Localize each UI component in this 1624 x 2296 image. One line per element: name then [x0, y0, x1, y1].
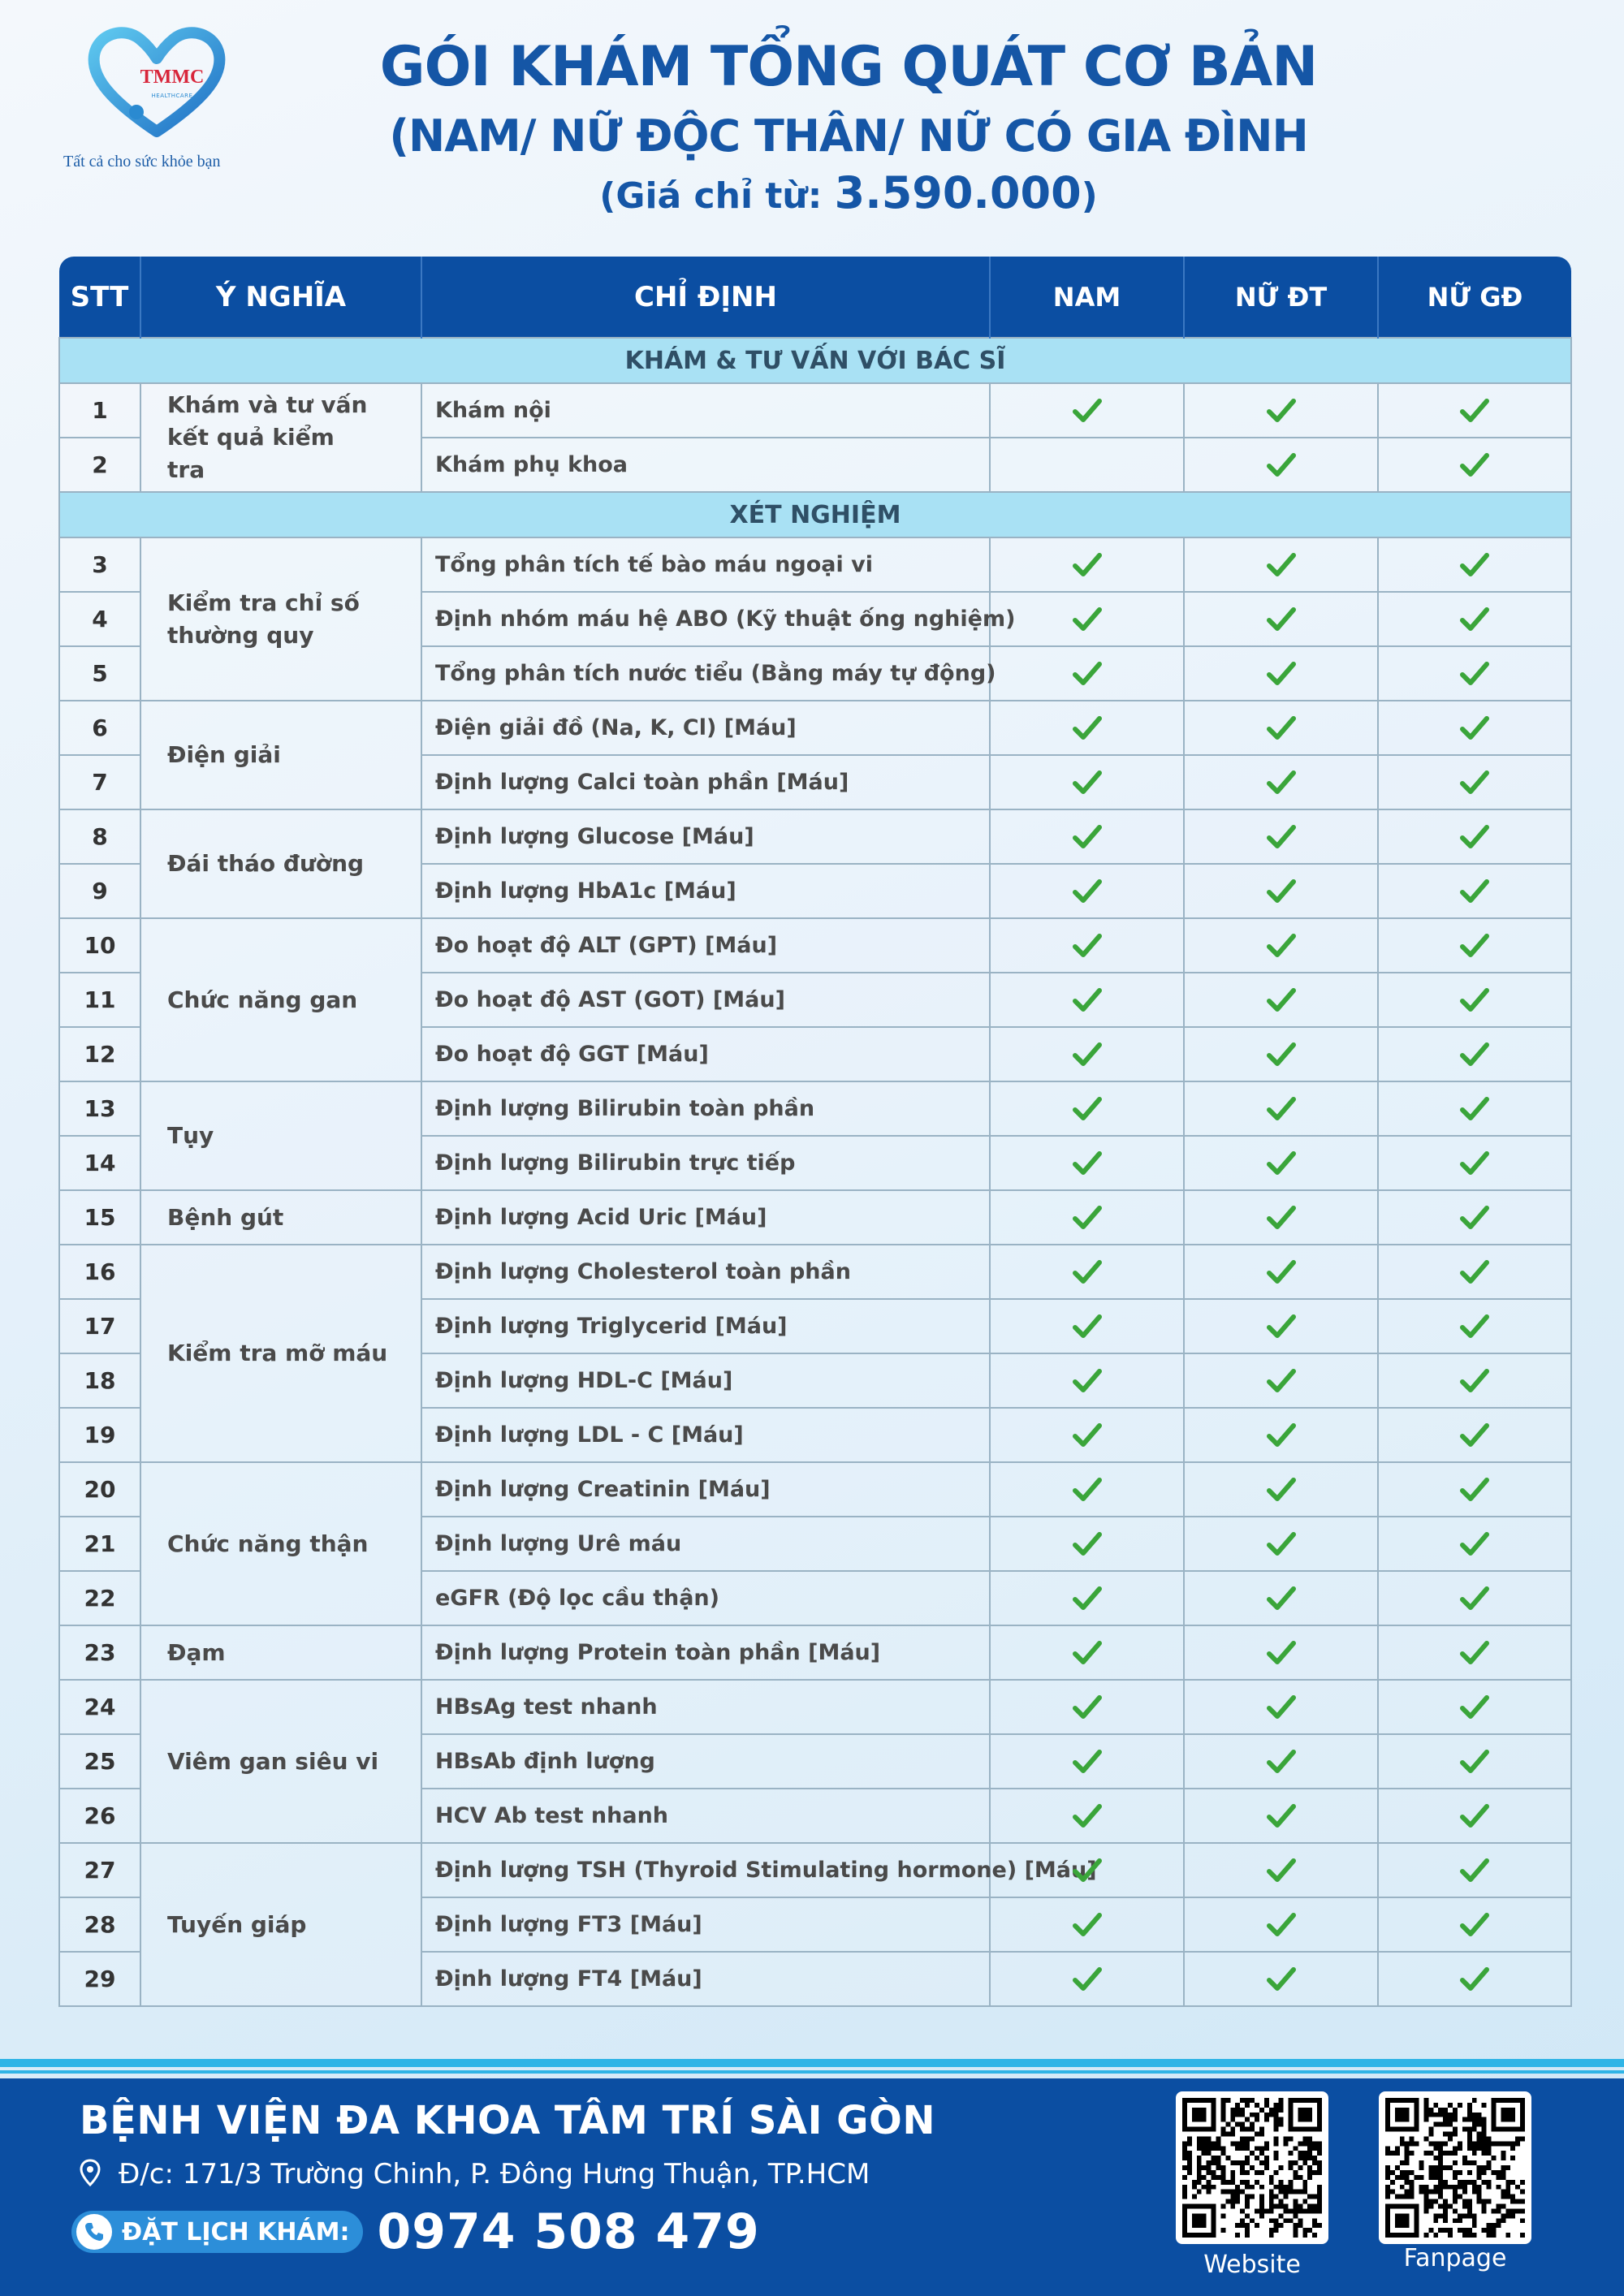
check-icon: [1460, 1531, 1489, 1557]
check-cell-nugd: [1378, 383, 1571, 438]
check-icon: [1073, 878, 1102, 904]
group-name: Chức năng gan: [140, 918, 421, 1081]
check-icon: [1073, 398, 1102, 424]
check-icon: [1073, 1096, 1102, 1122]
indication: Định lượng Cholesterol toàn phần: [421, 1245, 990, 1299]
check-icon: [1267, 1640, 1296, 1666]
check-cell-nudt: [1184, 383, 1378, 438]
section-row: [59, 338, 1571, 383]
check-icon: [1267, 1803, 1296, 1829]
address-text: Đ/c: 171/3 Trường Chinh, P. Đông Hưng Thuận, TP.HCM: [119, 2158, 870, 2190]
check-cell-nudt: [1184, 1625, 1378, 1680]
booking: [71, 2203, 760, 2260]
check-icon: [1073, 606, 1102, 632]
check-cell-nudt: [1184, 1408, 1378, 1462]
check-icon: [1073, 1749, 1102, 1775]
check-icon: [1267, 715, 1296, 741]
check-cell-nugd: [1378, 1734, 1571, 1789]
check-icon: [1460, 452, 1489, 478]
check-icon: [1073, 1640, 1102, 1666]
check-cell-nugd: [1378, 1462, 1571, 1517]
row-number: 3: [59, 537, 140, 592]
check-icon: [1073, 1694, 1102, 1720]
row-number: 17: [59, 1299, 140, 1353]
check-icon: [1073, 1586, 1102, 1612]
check-cell-nugd: [1378, 1081, 1571, 1136]
table-row: [59, 537, 1571, 592]
check-icon: [1073, 987, 1102, 1013]
header-nu-gd: NỮ GĐ: [1378, 257, 1571, 338]
check-cell-nugd: [1378, 755, 1571, 809]
indication: Định lượng Creatinin [Máu]: [421, 1462, 990, 1517]
table-row: [59, 1245, 1571, 1299]
row-number: 18: [59, 1353, 140, 1408]
indication: Định lượng Acid Uric [Máu]: [421, 1190, 990, 1245]
section-title: XÉT NGHIỆM: [59, 492, 1571, 537]
table-row: [59, 1190, 1571, 1245]
check-cell-nugd: [1378, 592, 1571, 646]
check-icon: [1267, 1477, 1296, 1503]
check-cell-nugd: [1378, 1680, 1571, 1734]
check-icon: [1267, 1531, 1296, 1557]
row-number: 13: [59, 1081, 140, 1136]
header-nam: NAM: [990, 257, 1184, 338]
check-icon: [1267, 552, 1296, 578]
check-cell-nudt: [1184, 592, 1378, 646]
check-cell-nam: [990, 438, 1184, 492]
check-icon: [1073, 552, 1102, 578]
indication: Khám phụ khoa: [421, 438, 990, 492]
check-cell-nam: [990, 1081, 1184, 1136]
check-icon: [1460, 987, 1489, 1013]
phone-icon: [76, 2214, 112, 2250]
check-icon: [1267, 606, 1296, 632]
title-block: [309, 32, 1389, 222]
group-name: Kiểm tra chỉ số thường quy: [140, 537, 421, 701]
check-icon: [1460, 552, 1489, 578]
qr-code-icon: [1385, 2098, 1525, 2238]
check-cell-nam: [990, 755, 1184, 809]
check-icon: [1267, 398, 1296, 424]
check-icon: [1073, 1803, 1102, 1829]
indication: Định nhóm máu hệ ABO (Kỹ thuật ống nghiệm): [421, 592, 990, 646]
row-number: 28: [59, 1897, 140, 1952]
indication: Định lượng HDL-C [Máu]: [421, 1353, 990, 1408]
booking-label: ĐẶT LỊCH KHÁM:: [122, 2217, 350, 2246]
check-icon: [1460, 1803, 1489, 1829]
check-icon: [1267, 1966, 1296, 1992]
row-number: 4: [59, 592, 140, 646]
row-number: 6: [59, 701, 140, 755]
check-cell-nam: [990, 1734, 1184, 1789]
table-row: [59, 809, 1571, 864]
check-icon: [1460, 1912, 1489, 1938]
check-icon: [1073, 1858, 1102, 1884]
row-number: 21: [59, 1517, 140, 1571]
header-stt: STT: [59, 257, 140, 338]
check-icon: [1460, 1858, 1489, 1884]
check-cell-nugd: [1378, 973, 1571, 1027]
check-icon: [1267, 1314, 1296, 1340]
price-prefix: (Giá chỉ từ:: [599, 175, 835, 217]
check-icon: [1460, 398, 1489, 424]
table-row: [59, 1081, 1571, 1136]
location-pin-icon: [80, 2159, 101, 2186]
check-icon: [1460, 1749, 1489, 1775]
check-icon: [1267, 1749, 1296, 1775]
check-icon: [1267, 1368, 1296, 1394]
header-y-nghia: Ý NGHĨA: [140, 257, 421, 338]
row-number: 12: [59, 1027, 140, 1081]
phone-number[interactable]: 0974 508 479: [377, 2203, 760, 2260]
check-icon: [1267, 1096, 1296, 1122]
check-cell-nam: [990, 1245, 1184, 1299]
qr-code-icon: [1182, 2098, 1322, 2238]
indication: Định lượng Bilirubin toàn phần: [421, 1081, 990, 1136]
check-icon: [1073, 1205, 1102, 1231]
check-cell-nam: [990, 1190, 1184, 1245]
qr-code-fanpage[interactable]: [1379, 2091, 1531, 2244]
check-cell-nugd: [1378, 1408, 1571, 1462]
row-number: 10: [59, 918, 140, 973]
table-row: [59, 918, 1571, 973]
check-cell-nudt: [1184, 973, 1378, 1027]
check-cell-nugd: [1378, 1353, 1571, 1408]
check-cell-nugd: [1378, 1299, 1571, 1353]
check-cell-nugd: [1378, 646, 1571, 701]
check-cell-nugd: [1378, 438, 1571, 492]
indication: Điện giải đồ (Na, K, Cl) [Máu]: [421, 701, 990, 755]
row-number: 1: [59, 383, 140, 438]
check-icon: [1267, 987, 1296, 1013]
section-title: KHÁM & TƯ VẤN VỚI BÁC SĨ: [59, 338, 1571, 383]
group-name: Tụy: [140, 1081, 421, 1190]
logo-subtext: HEALTHCARE: [151, 93, 193, 99]
logo-text: TMMC: [140, 67, 205, 88]
qr-fanpage-label: Fanpage: [1403, 2244, 1507, 2272]
check-icon: [1073, 933, 1102, 959]
check-cell-nudt: [1184, 1734, 1378, 1789]
check-cell-nam: [990, 1299, 1184, 1353]
indication: Định lượng Protein toàn phần [Máu]: [421, 1625, 990, 1680]
check-cell-nudt: [1184, 1299, 1378, 1353]
indication: Định lượng LDL - C [Máu]: [421, 1408, 990, 1462]
check-icon: [1073, 1042, 1102, 1068]
price-line: [309, 167, 1389, 222]
group-name: Đái tháo đường: [140, 809, 421, 918]
check-icon: [1460, 1586, 1489, 1612]
row-number: 8: [59, 809, 140, 864]
check-icon: [1073, 1966, 1102, 1992]
table-row: [59, 1625, 1571, 1680]
check-cell-nam: [990, 1680, 1184, 1734]
indication: HBsAb định lượng: [421, 1734, 990, 1789]
table-row: [59, 1843, 1571, 1897]
indication: Định lượng Calci toàn phần [Máu]: [421, 755, 990, 809]
row-number: 27: [59, 1843, 140, 1897]
check-icon: [1073, 1150, 1102, 1176]
check-icon: [1460, 1368, 1489, 1394]
row-number: 16: [59, 1245, 140, 1299]
check-cell-nugd: [1378, 1190, 1571, 1245]
group-name: Chức năng thận: [140, 1462, 421, 1625]
section-row: [59, 492, 1571, 537]
indication: Đo hoạt độ AST (GOT) [Máu]: [421, 973, 990, 1027]
indication: Định lượng FT4 [Máu]: [421, 1952, 990, 2006]
check-icon: [1460, 1259, 1489, 1285]
check-cell-nudt: [1184, 1353, 1378, 1408]
check-cell-nam: [990, 918, 1184, 973]
check-icon: [1460, 1150, 1489, 1176]
indication: Định lượng Glucose [Máu]: [421, 809, 990, 864]
row-number: 23: [59, 1625, 140, 1680]
check-icon: [1267, 770, 1296, 796]
row-number: 25: [59, 1734, 140, 1789]
check-icon: [1267, 1912, 1296, 1938]
table-header-row: [59, 257, 1571, 338]
group-name: Điện giải: [140, 701, 421, 809]
check-cell-nugd: [1378, 1136, 1571, 1190]
page-subtitle: (NAM/ NỮ ĐỘC THÂN/ NỮ CÓ GIA ĐÌNH: [389, 110, 1308, 162]
indication: Định lượng HbA1c [Máu]: [421, 864, 990, 918]
check-cell-nugd: [1378, 701, 1571, 755]
table-row: [59, 1680, 1571, 1734]
price-value: 3.590.000: [834, 167, 1082, 218]
check-cell-nudt: [1184, 1680, 1378, 1734]
check-icon: [1267, 1858, 1296, 1884]
check-icon: [1460, 824, 1489, 850]
check-cell-nam: [990, 1789, 1184, 1843]
check-cell-nam: [990, 973, 1184, 1027]
check-cell-nudt: [1184, 1571, 1378, 1625]
check-cell-nugd: [1378, 1789, 1571, 1843]
indication: Định lượng Urê máu: [421, 1517, 990, 1571]
row-number: 11: [59, 973, 140, 1027]
footer-divider-thin: [0, 2070, 1624, 2074]
indication: Đo hoạt độ ALT (GPT) [Máu]: [421, 918, 990, 973]
check-icon: [1073, 770, 1102, 796]
check-icon: [1073, 1531, 1102, 1557]
check-cell-nudt: [1184, 918, 1378, 973]
check-cell-nugd: [1378, 864, 1571, 918]
group-name: Tuyến giáp: [140, 1843, 421, 2006]
header-chi-dinh: CHỈ ĐỊNH: [421, 257, 990, 338]
check-icon: [1267, 1422, 1296, 1448]
check-cell-nugd: [1378, 1952, 1571, 2006]
check-cell-nudt: [1184, 1789, 1378, 1843]
check-cell-nudt: [1184, 1081, 1378, 1136]
check-cell-nudt: [1184, 1245, 1378, 1299]
check-cell-nugd: [1378, 1897, 1571, 1952]
row-number: 24: [59, 1680, 140, 1734]
check-cell-nam: [990, 864, 1184, 918]
check-icon: [1460, 1694, 1489, 1720]
check-cell-nudt: [1184, 701, 1378, 755]
check-icon: [1267, 933, 1296, 959]
row-number: 22: [59, 1571, 140, 1625]
check-cell-nugd: [1378, 537, 1571, 592]
indication: Định lượng FT3 [Máu]: [421, 1897, 990, 1952]
check-icon: [1460, 933, 1489, 959]
indication: HBsAg test nhanh: [421, 1680, 990, 1734]
price-suffix: ): [1081, 175, 1098, 217]
row-number: 29: [59, 1952, 140, 2006]
row-number: 26: [59, 1789, 140, 1843]
check-cell-nudt: [1184, 1952, 1378, 2006]
group-name: Kiểm tra mỡ máu: [140, 1245, 421, 1462]
check-icon: [1267, 1205, 1296, 1231]
check-cell-nam: [990, 701, 1184, 755]
check-cell-nugd: [1378, 1843, 1571, 1897]
table-row: [59, 383, 1571, 438]
check-icon: [1073, 824, 1102, 850]
check-cell-nudt: [1184, 809, 1378, 864]
indication: Tổng phân tích nước tiểu (Bằng máy tự động): [421, 646, 990, 701]
booking-pill: [71, 2211, 363, 2253]
check-cell-nam: [990, 1952, 1184, 2006]
check-icon: [1460, 1042, 1489, 1068]
check-icon: [1460, 1205, 1489, 1231]
page-title: GÓI KHÁM TỔNG QUÁT CƠ BẢN: [379, 35, 1318, 99]
group-name: Viêm gan siêu vi: [140, 1680, 421, 1843]
check-cell-nugd: [1378, 1517, 1571, 1571]
logo: [58, 24, 270, 179]
indication: eGFR (Độ lọc cầu thận): [421, 1571, 990, 1625]
table-body: [59, 338, 1571, 2006]
row-number: 20: [59, 1462, 140, 1517]
check-cell-nudt: [1184, 1190, 1378, 1245]
qr-code-website[interactable]: [1176, 2091, 1328, 2244]
check-cell-nam: [990, 1897, 1184, 1952]
check-icon: [1460, 1314, 1489, 1340]
check-cell-nudt: [1184, 1027, 1378, 1081]
check-cell-nudt: [1184, 1897, 1378, 1952]
qr-website-label: Website: [1203, 2251, 1301, 2279]
row-number: 5: [59, 646, 140, 701]
check-cell-nugd: [1378, 918, 1571, 973]
indication: Định lượng TSH (Thyroid Stimulating hormone) [Máu]: [421, 1843, 990, 1897]
check-cell-nugd: [1378, 1625, 1571, 1680]
check-cell-nudt: [1184, 1517, 1378, 1571]
check-icon: [1267, 1150, 1296, 1176]
check-icon: [1460, 661, 1489, 687]
package-table: [58, 257, 1570, 2007]
check-icon: [1267, 1586, 1296, 1612]
check-icon: [1073, 1477, 1102, 1503]
check-cell-nudt: [1184, 1136, 1378, 1190]
check-icon: [1267, 452, 1296, 478]
check-icon: [1267, 1259, 1296, 1285]
check-cell-nam: [990, 809, 1184, 864]
check-cell-nam: [990, 1571, 1184, 1625]
check-cell-nam: [990, 1027, 1184, 1081]
check-cell-nam: [990, 383, 1184, 438]
check-icon: [1460, 606, 1489, 632]
row-number: 9: [59, 864, 140, 918]
indication: HCV Ab test nhanh: [421, 1789, 990, 1843]
row-number: 19: [59, 1408, 140, 1462]
group-name: Bệnh gút: [140, 1190, 421, 1245]
check-icon: [1073, 715, 1102, 741]
indication: Đo hoạt độ GGT [Máu]: [421, 1027, 990, 1081]
check-icon: [1460, 1096, 1489, 1122]
check-cell-nugd: [1378, 1245, 1571, 1299]
check-icon: [1267, 1042, 1296, 1068]
check-cell-nudt: [1184, 864, 1378, 918]
indication: Định lượng Bilirubin trực tiếp: [421, 1136, 990, 1190]
check-cell-nudt: [1184, 537, 1378, 592]
check-cell-nugd: [1378, 809, 1571, 864]
row-number: 2: [59, 438, 140, 492]
check-icon: [1073, 1368, 1102, 1394]
check-icon: [1460, 770, 1489, 796]
row-number: 7: [59, 755, 140, 809]
check-cell-nam: [990, 1353, 1184, 1408]
check-icon: [1073, 1422, 1102, 1448]
check-icon: [1267, 661, 1296, 687]
check-cell-nam: [990, 1408, 1184, 1462]
slogan: Tất cả cho sức khỏe bạn: [63, 153, 221, 170]
check-cell-nudt: [1184, 438, 1378, 492]
check-cell-nugd: [1378, 1571, 1571, 1625]
check-icon: [1460, 1477, 1489, 1503]
table-row: [59, 1462, 1571, 1517]
indication: Tổng phân tích tế bào máu ngoại vi: [421, 537, 990, 592]
check-cell-nam: [990, 1517, 1184, 1571]
check-icon: [1460, 878, 1489, 904]
check-icon: [1460, 715, 1489, 741]
hospital-name: BỆNH VIỆN ĐA KHOA TÂM TRÍ SÀI GÒN: [80, 2098, 936, 2143]
check-icon: [1460, 1640, 1489, 1666]
indication: Khám nội: [421, 383, 990, 438]
check-cell-nam: [990, 1136, 1184, 1190]
check-icon: [1267, 824, 1296, 850]
check-icon: [1073, 1912, 1102, 1938]
check-cell-nam: [990, 537, 1184, 592]
check-icon: [1460, 1966, 1489, 1992]
row-number: 15: [59, 1190, 140, 1245]
header-nu-dt: NỮ ĐT: [1184, 257, 1378, 338]
check-cell-nudt: [1184, 1462, 1378, 1517]
check-icon: [1267, 878, 1296, 904]
check-cell-nam: [990, 646, 1184, 701]
group-name: Khám và tư vấn kết quả kiểm tra: [140, 383, 421, 492]
check-icon: [1460, 1422, 1489, 1448]
check-cell-nudt: [1184, 1843, 1378, 1897]
row-number: 14: [59, 1136, 140, 1190]
check-cell-nam: [990, 1462, 1184, 1517]
check-cell-nudt: [1184, 646, 1378, 701]
table-row: [59, 701, 1571, 755]
check-icon: [1073, 661, 1102, 687]
check-icon: [1073, 1314, 1102, 1340]
check-cell-nudt: [1184, 755, 1378, 809]
check-cell-nugd: [1378, 1027, 1571, 1081]
group-name: Đạm: [140, 1625, 421, 1680]
footer-divider: [0, 2059, 1624, 2067]
indication: Định lượng Triglycerid [Máu]: [421, 1299, 990, 1353]
check-cell-nam: [990, 592, 1184, 646]
check-icon: [1073, 1259, 1102, 1285]
check-icon: [1267, 1694, 1296, 1720]
address: [80, 2158, 870, 2190]
footer: [0, 2078, 1624, 2296]
check-cell-nam: [990, 1625, 1184, 1680]
